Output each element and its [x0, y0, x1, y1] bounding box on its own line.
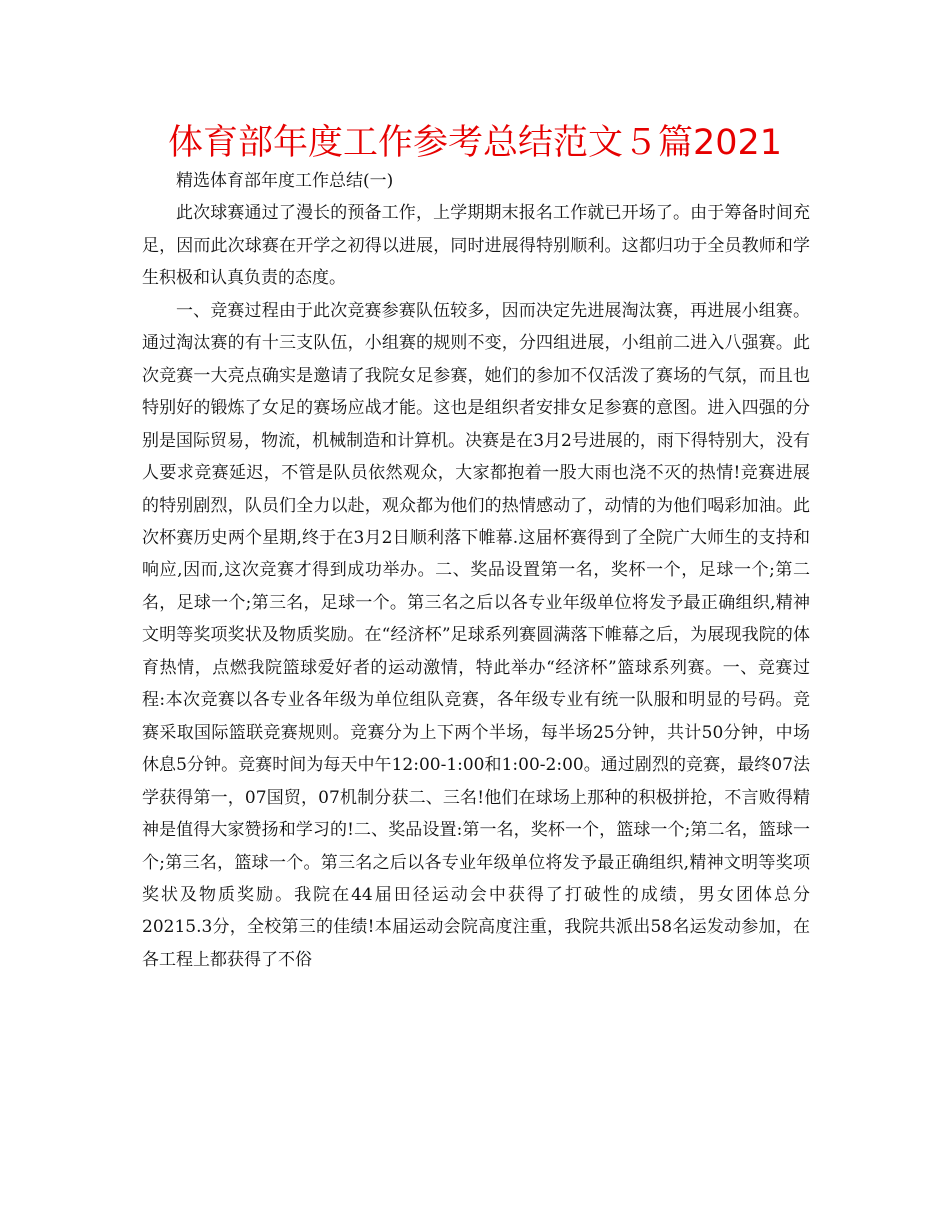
- document-body: [142, 165, 810, 976]
- document-title: 体育部年度工作参考总结范文５篇2021: [167, 123, 783, 163]
- section-subtitle: 精选体育部年度工作总结(一): [176, 171, 394, 191]
- paragraph-main: 一、竞赛过程由于此次竞赛参赛队伍较多，因而决定先进展淘汰赛，再进展小组赛。通过淘汰赛的有十三支队伍，小组赛的规则不变，分四组进展，小组前二进入八强赛。此次竞赛一大亮点确实是邀请了我院女足参赛，她们的参加不仅活泼了赛场的气氛，而且也特别好的锻炼了女足的赛场应战才能。这也是组织者安排女足参赛的意图。进入四强的分别是国际贸易，物流，机械制造和计算机。决赛是在3月2号进展的，雨下得特别大，没有人要求竞赛延迟，不管是队员依然观众，大家都抱着一股大雨也浇不灭的热情!竞赛进展的特别剧烈，队员们全力以赴，观众都为他们的热情感动了，动情的为他们喝彩加油。此次杯赛历史两个星期,终于在3月2日顺利落下帷幕.这届杯赛得到了全院广大师生的支持和响应,因而,这次竞赛才得到成功举办。二、奖品设置第一名，奖杯一个，足球一个;第二名，足球一个;第三名，足球一个。第三名之后以各专业年级单位将发予最正确组织,精神文明等奖项奖状及物质奖励。在“经济杯”足球系列赛圆满落下帷幕之后，为展现我院的体育热情，点燃我院篮球爱好者的运动激情，特此举办“经济杯”篮球系列赛。一、竞赛过程:本次竞赛以各专业各年级为单位组队竞赛，各年级专业有统一队服和明显的号码。竞赛采取国际篮联竞赛规则。竞赛分为上下两个半场，每半场25分钟，共计50分钟，中场休息5分钟。竞赛时间为每天中午12:00-1:00和1:00-2:00。通过剧烈的竞赛，最终07法学获得第一，07国贸，07机制分获二、三名!他们在球场上那种的积极拼抢，不言败得精神是值得大家赞扬和学习的!二、奖品设置:第一名，奖杯一个，篮球一个;第二名，篮球一个;第三名，篮球一个。第三名之后以各专业年级单位将发予最正确组织,精神文明等奖项奖状及物质奖励。我院在44届田径运动会中获得了打破性的成绩，男女团体总分20215.3分，全校第三的佳绩!本届运动会院高度注重，我院共派出58名运发动参加，在各工程上都获得了不俗: [142, 300, 810, 970]
- paragraph-intro: 此次球赛通过了漫长的预备工作，上学期期末报名工作就已开场了。由于筹备时间充足，因而此次球赛在开学之初得以进展，同时进展得特别顺利。这都归功于全员教师和学生积极和认真负责的态度。: [142, 203, 810, 289]
